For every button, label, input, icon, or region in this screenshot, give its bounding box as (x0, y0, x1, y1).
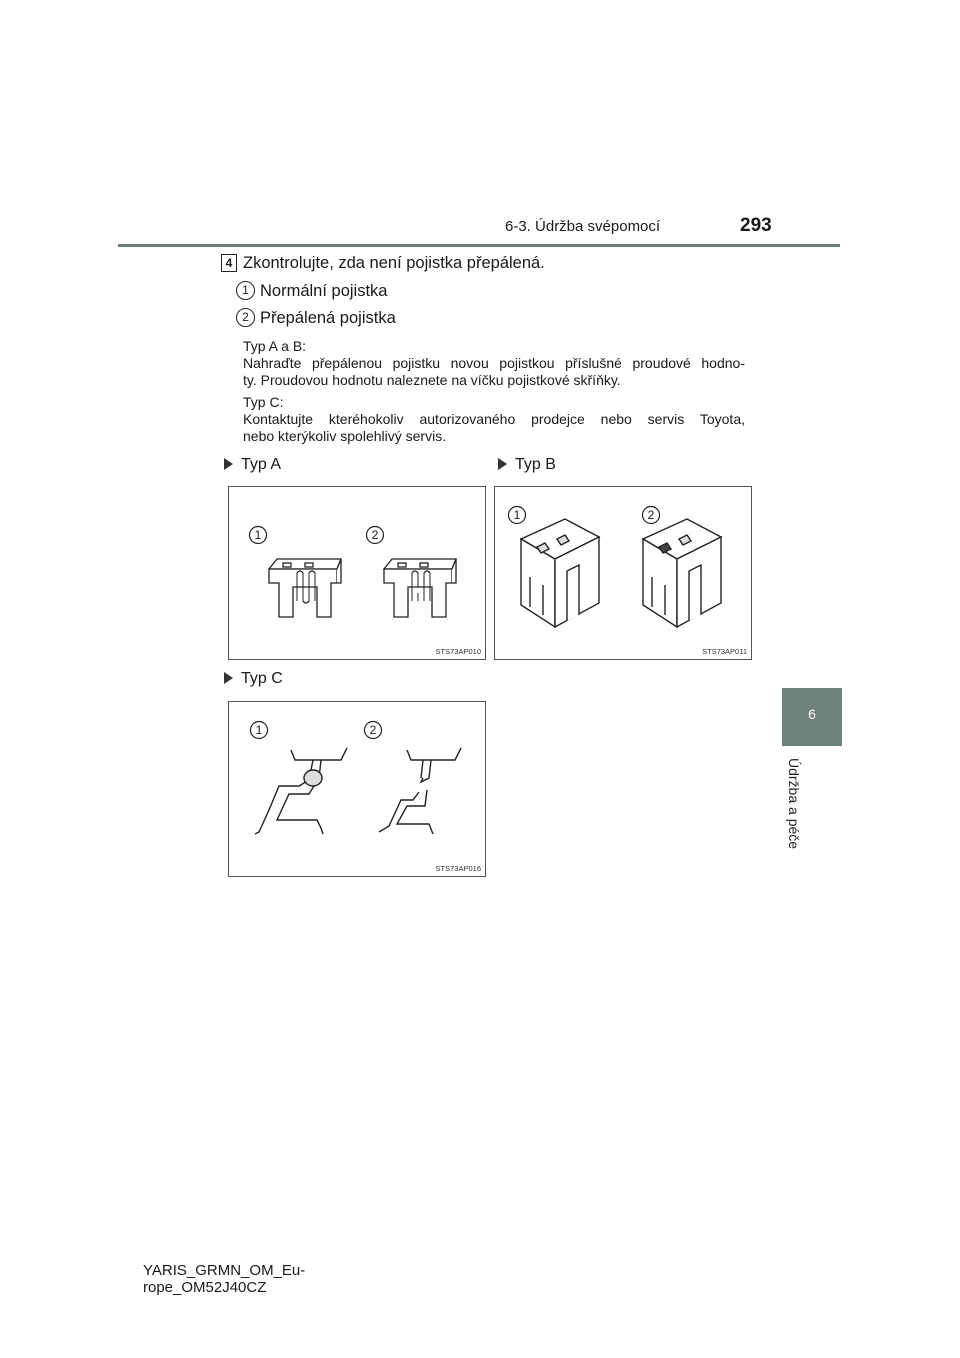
note-c-line1: Kontaktujte kteréhokoliv autorizovaného prodejce nebo servis Toyota, (243, 411, 745, 427)
figure-type-b (494, 486, 752, 660)
item-marker-2: 2 (236, 308, 255, 327)
figure-a-marker-1: 1 (254, 528, 262, 542)
footer-line-1: YARIS_GRMN_OM_Eu- (143, 1262, 306, 1279)
note-ab-title: Typ A a B: (243, 338, 307, 354)
figure-b-marker-2: 2 (647, 508, 655, 522)
chapter-number: 6 (808, 706, 816, 722)
figure-b-marker-1: 1 (513, 508, 521, 522)
figure-c-marker-2: 2 (369, 723, 377, 737)
header-rule (118, 244, 840, 247)
figure-type-c (228, 701, 486, 877)
figure-a-code: STS73AP010 (435, 647, 481, 656)
chapter-title: Údržba a péče (786, 758, 802, 850)
cartridge-fuse-illustration (495, 487, 751, 659)
item-blown-fuse: Přepálená pojistka (260, 309, 396, 327)
figure-a-marker-2: 2 (371, 528, 379, 542)
page-number: 293 (740, 215, 772, 236)
footer-doc-id (143, 1262, 305, 1296)
note-c-line2: nebo kterýkoliv spolehlivý servis. (243, 428, 447, 444)
step-number: 4 (221, 254, 237, 272)
footer-line-2: rope_OM52J40CZ (143, 1279, 267, 1296)
figure-label-type-a: Typ A (224, 456, 281, 474)
fusible-link-illustration (229, 702, 485, 876)
figure-b-code: STS73AP011 (702, 647, 747, 656)
figure-c-code: STS73AP016 (435, 864, 481, 873)
figure-c-marker-1: 1 (255, 723, 263, 737)
note-ab-line2: ty. Proudovou hodnotu naleznete na víčku pojistkové skříňky. (243, 372, 621, 388)
figure-label-type-b: Typ B (498, 456, 556, 474)
section-title: 6-3. Údržba svépomocí (505, 218, 661, 235)
blade-fuse-illustration (229, 487, 485, 659)
note-ab-line1: Nahraďte přepálenou pojistku novou pojistkou příslušné proudové hodno- (243, 355, 745, 371)
step-heading: Zkontrolujte, zda není pojistka přepálená. (243, 254, 545, 272)
note-c-title: Typ C: (243, 394, 284, 410)
item-normal-fuse: Normální pojistka (260, 282, 388, 300)
figure-type-a (228, 486, 486, 660)
item-marker-1: 1 (236, 281, 255, 300)
figure-label-type-c: Typ C (224, 670, 283, 688)
